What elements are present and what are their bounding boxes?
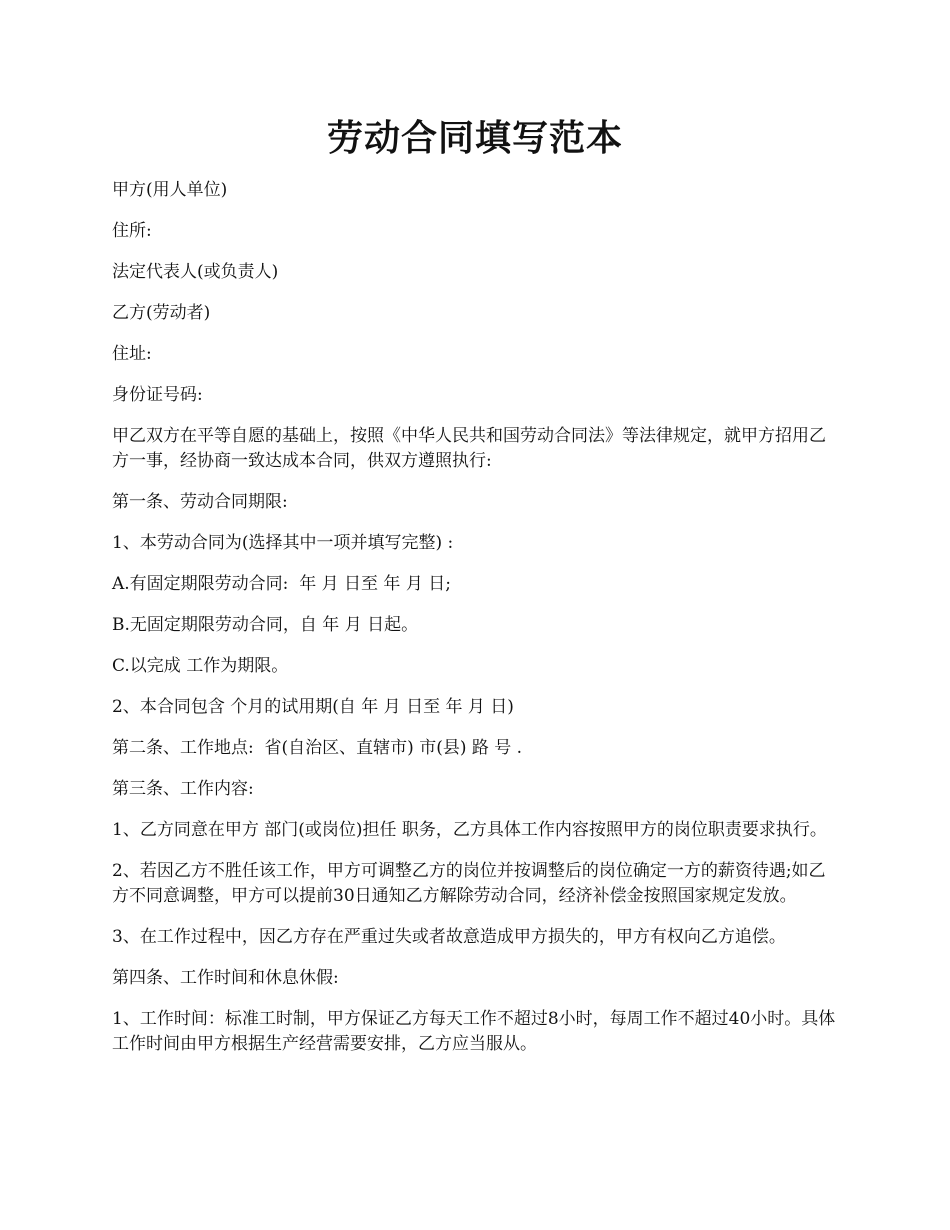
article-1-option-a: A.有固定期限劳动合同: 年 月 日至 年 月 日; xyxy=(112,574,451,594)
article-2-work-location: 第二条、工作地点: 省(自治区、直辖市) 市(县) 路 号 . xyxy=(112,738,523,758)
article-1-heading: 第一条、劳动合同期限: xyxy=(112,492,288,512)
article-3-item-1: 1、乙方同意在甲方 部门(或岗位)担任 职务，乙方具体工作内容按照甲方的岗位职责要求执行。 xyxy=(112,820,827,840)
article-3-item-3: 3、在工作过程中，因乙方存在严重过失或者故意造成甲方损失的，甲方有权向乙方追偿。 xyxy=(112,927,786,947)
party-a-employer: 甲方(用人单位) xyxy=(112,180,228,200)
preamble-paragraph: 甲乙双方在平等自愿的基础上，按照《中华人民共和国劳动合同法》等法律规定，就甲方招用乙方一事，经协商一致达成本合同，供双方遵照执行: xyxy=(112,426,826,471)
article-1-option-c: C.以完成 工作为期限。 xyxy=(112,656,289,676)
party-b-address: 住址: xyxy=(112,344,152,364)
party-b-employee: 乙方(劳动者) xyxy=(112,303,211,323)
article-1-option-b: B.无固定期限劳动合同，自 年 月 日起。 xyxy=(112,615,419,635)
article-3-heading: 第三条、工作内容: xyxy=(112,779,254,799)
article-3-item-2: 2、若因乙方不胜任该工作，甲方可调整乙方的岗位并按调整后的岗位确定一方的薪资待遇;如乙方不同意调整，甲方可以提前30日通知乙方解除劳动合同，经济补偿金按照国家规定发放。 xyxy=(112,861,826,906)
party-a-address: 住所: xyxy=(112,221,152,241)
article-1-item-1: 1、本劳动合同为(选择其中一项并填写完整) : xyxy=(112,533,454,553)
document-body xyxy=(112,178,842,1073)
article-4-item-1: 1、工作时间：标准工时制，甲方保证乙方每天工作不超过8小时，每周工作不超过40小时。具体工作时间由甲方根据生产经营需要安排，乙方应当服从。 xyxy=(112,1009,836,1054)
article-1-item-2: 2、本合同包含 个月的试用期(自 年 月 日至 年 月 日) xyxy=(112,697,514,717)
id-number: 身份证号码: xyxy=(112,385,203,405)
legal-representative: 法定代表人(或负责人) xyxy=(112,262,279,282)
article-4-heading: 第四条、工作时间和休息休假: xyxy=(112,968,339,988)
document-title: 劳动合同填写范本 xyxy=(326,117,623,159)
